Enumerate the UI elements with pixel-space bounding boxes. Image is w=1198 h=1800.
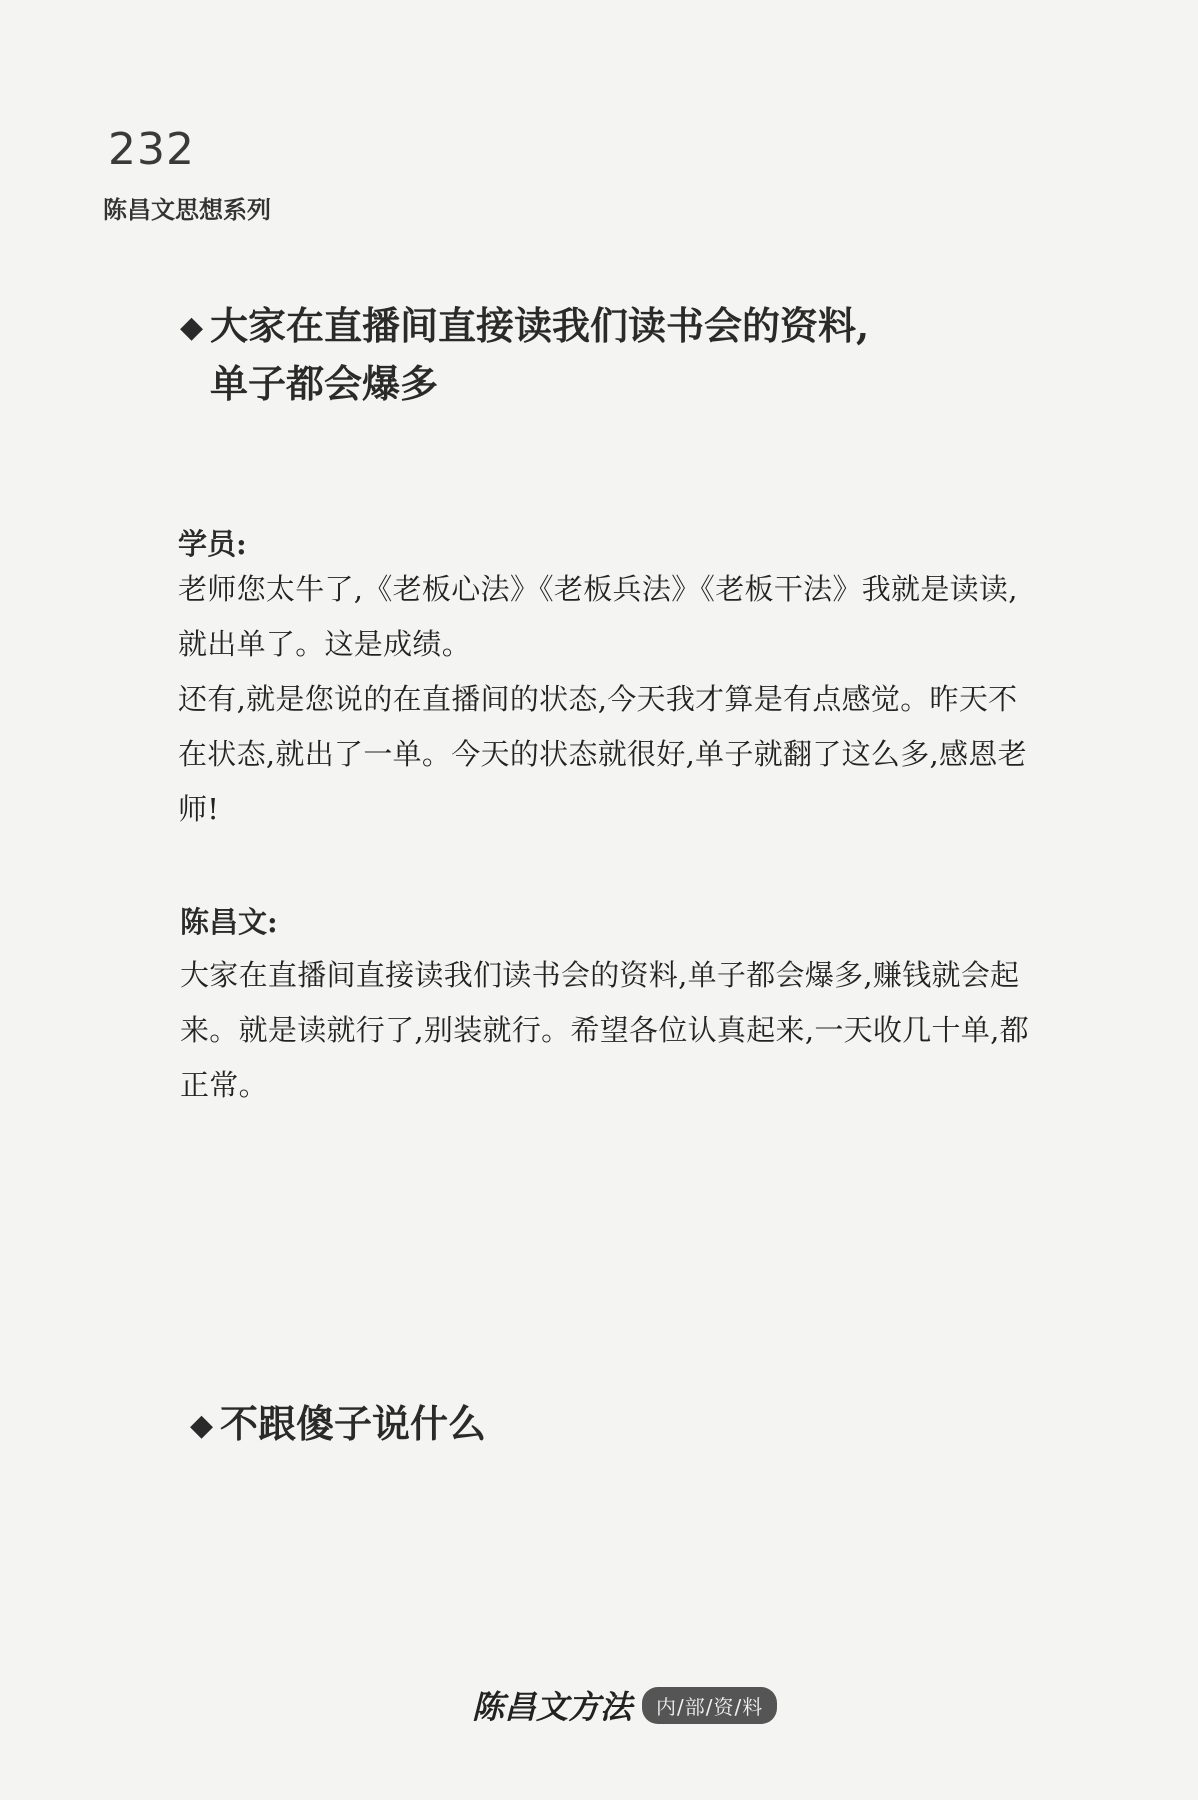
section-heading-line2: 单子都会爆多 (210, 361, 439, 406)
student-paragraph-1: 老师您太牛了,《老板心法》《老板兵法》《老板干法》我就是读读,就出单了。这是成绩。 (178, 572, 1018, 661)
diamond-bullet-icon: ◆ (180, 310, 204, 345)
speaker-student: 学员: (178, 527, 247, 561)
section-heading-line1: 大家在直播间直接读我们读书会的资料, (210, 303, 870, 348)
diamond-bullet-icon: ◆ (190, 1408, 214, 1443)
footer-badge: 内/部/资/料 (642, 1687, 777, 1724)
section-heading (180, 298, 869, 412)
section-heading-2-text: 不跟傻子说什么 (220, 1401, 487, 1446)
footer-brand: 陈昌文方法 (472, 1688, 633, 1726)
teacher-paragraph-1: 大家在直播间直接读我们读书会的资料,单子都会爆多,赚钱就会起来。就是读就行了,别装就行。希望各位认真起来,一天收几十单,都正常。 (180, 958, 1029, 1102)
student-paragraph-2: 还有,就是您说的在直播间的状态,今天我才算是有点感觉。昨天不在状态,就出了一单。今天的状态就很好,单子就翻了这么多,感恩老师! (178, 682, 1027, 826)
page-number: 232 (108, 124, 195, 175)
footer (472, 1682, 777, 1728)
section-heading-2 (190, 1396, 486, 1454)
series-title: 陈昌文思想系列 (103, 196, 271, 224)
speaker-teacher: 陈昌文: (180, 905, 278, 939)
